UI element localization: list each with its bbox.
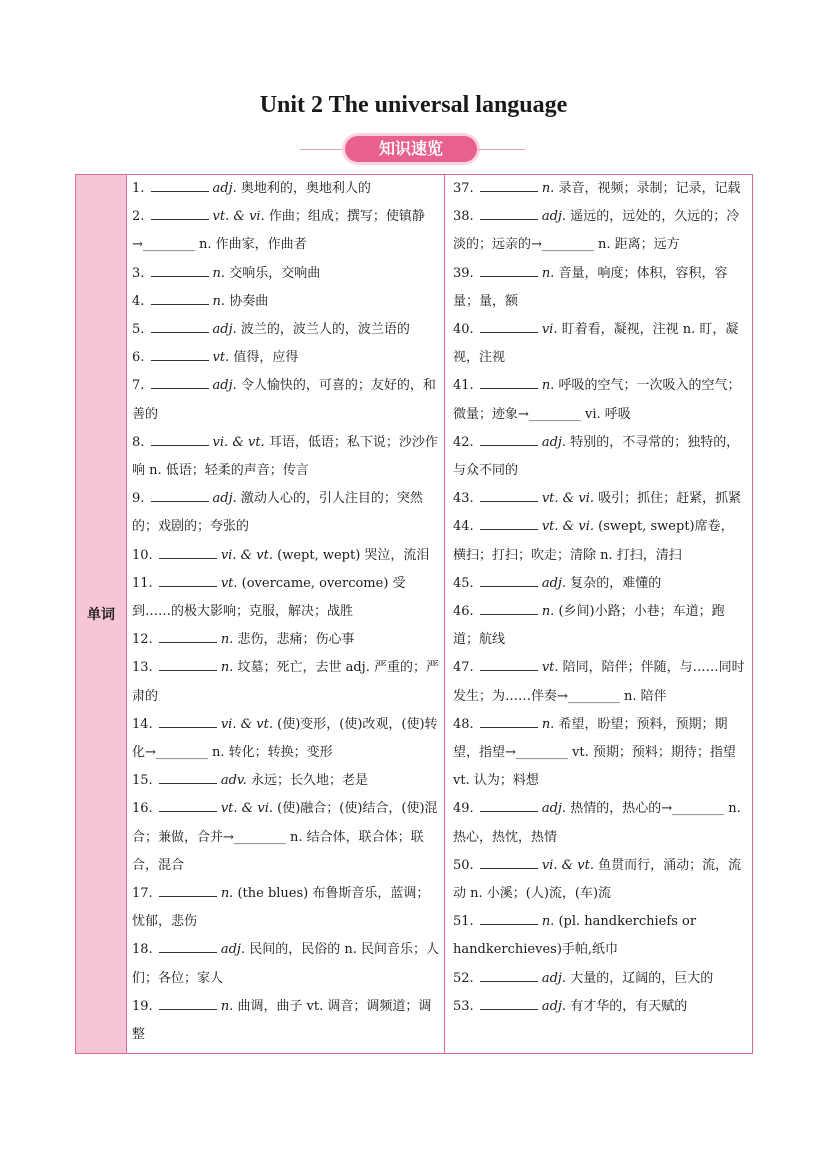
part-of-speech: adj. bbox=[212, 378, 241, 394]
right-entry bbox=[453, 993, 746, 1021]
part-of-speech: vi. bbox=[541, 322, 562, 338]
definition: 激动人心的，引人注目的；突然的；戏剧的；夸张的 bbox=[132, 491, 423, 535]
part-of-speech: vi. & vt. bbox=[220, 716, 278, 732]
definition: 坟墓；死亡，去世 adj. 严重的；严肃的 bbox=[132, 660, 439, 704]
entry-number: 3. bbox=[132, 265, 149, 281]
definition: (the blues) 布鲁斯音乐，蓝调；忧郁，悲伤 bbox=[132, 886, 430, 930]
answer-blank[interactable] bbox=[151, 376, 209, 389]
definition: 民间的，民俗的 n. 民间音乐；人们；各位；家人 bbox=[132, 942, 439, 986]
part-of-speech: adj. bbox=[541, 801, 571, 817]
entry-number: 43. bbox=[453, 491, 478, 507]
left-entry bbox=[132, 654, 440, 710]
answer-blank[interactable] bbox=[480, 997, 538, 1010]
entry-number: 5. bbox=[132, 322, 149, 338]
right-entry bbox=[453, 711, 746, 796]
answer-blank[interactable] bbox=[480, 489, 538, 502]
entry-number: 53. bbox=[453, 998, 478, 1014]
answer-blank[interactable] bbox=[159, 771, 217, 784]
left-entry bbox=[132, 542, 440, 570]
entry-number: 10. bbox=[132, 547, 157, 563]
definition: 令人愉快的，可喜的；友好的，和善的 bbox=[132, 378, 436, 422]
page-title: Unit 2 The universal language bbox=[259, 92, 568, 118]
right-entry bbox=[453, 598, 746, 654]
part-of-speech: adj. bbox=[212, 491, 241, 507]
entry-number: 37. bbox=[453, 181, 478, 196]
part-of-speech: vt. & vi. bbox=[212, 209, 269, 225]
entry-number: 8. bbox=[132, 434, 149, 450]
entry-number: 12. bbox=[132, 632, 157, 648]
part-of-speech: adj. bbox=[541, 434, 571, 450]
answer-blank[interactable] bbox=[151, 489, 209, 502]
definition: 鱼贯而行，涌动；流，流动 n. 小溪；(人)流，(车)流 bbox=[453, 857, 742, 902]
answer-blank[interactable] bbox=[480, 799, 538, 812]
entry-number: 16. bbox=[132, 801, 157, 817]
part-of-speech: vt. & vi. bbox=[220, 801, 278, 817]
definition: 吸引；抓住；赶紧，抓紧 bbox=[598, 491, 742, 507]
part-of-speech: n. bbox=[541, 716, 559, 732]
entry-number: 15. bbox=[132, 773, 157, 789]
part-of-speech: vt. & vi. bbox=[541, 519, 599, 535]
right-entry bbox=[453, 203, 746, 259]
definition: 交响乐，交响曲 bbox=[229, 265, 321, 281]
right-entry bbox=[453, 429, 746, 485]
entry-number: 51. bbox=[453, 914, 478, 930]
part-of-speech: adj. bbox=[541, 209, 571, 225]
part-of-speech: adj. bbox=[541, 575, 571, 591]
entry-number: 44. bbox=[453, 519, 478, 535]
answer-blank[interactable] bbox=[159, 574, 217, 587]
answer-blank[interactable] bbox=[480, 856, 538, 869]
entry-number: 45. bbox=[453, 575, 478, 591]
left-entry bbox=[132, 175, 440, 203]
left-entry bbox=[132, 429, 440, 485]
left-entry bbox=[132, 767, 440, 795]
part-of-speech: n. bbox=[220, 886, 238, 902]
entry-number: 14. bbox=[132, 716, 157, 732]
definition: 悲伤，悲痛；伤心事 bbox=[237, 632, 355, 648]
answer-blank[interactable] bbox=[480, 376, 538, 389]
part-of-speech: vi. & vt. bbox=[212, 434, 269, 450]
left-entry bbox=[132, 260, 440, 288]
right-entry bbox=[453, 654, 746, 710]
right-entry bbox=[453, 316, 746, 372]
part-of-speech: adj. bbox=[212, 322, 241, 338]
entry-number: 41. bbox=[453, 378, 478, 394]
entry-number: 7. bbox=[132, 378, 149, 394]
answer-blank[interactable] bbox=[159, 658, 217, 671]
definition: (乡间)小路；小巷；车道；跑道；航线 bbox=[453, 604, 725, 648]
right-entry bbox=[453, 260, 746, 316]
left-entry bbox=[132, 570, 440, 626]
section-badge: 知识速览 bbox=[345, 136, 477, 162]
answer-blank[interactable] bbox=[151, 433, 209, 446]
definition: (swept, swept)席卷，横扫；打扫；吹走；清除 n. 打扫，清扫 bbox=[453, 519, 734, 563]
part-of-speech: vt. bbox=[541, 660, 563, 676]
part-of-speech: n. bbox=[220, 660, 238, 676]
part-of-speech: vi. & vt. bbox=[541, 857, 599, 873]
definition: 波兰的，波兰人的，波兰语的 bbox=[240, 322, 410, 338]
part-of-speech: n. bbox=[541, 378, 559, 394]
definition: 有才华的，有天赋的 bbox=[570, 998, 688, 1014]
definition: 遥远的，远处的，久远的；冷淡的；远亲的→________ n. 距离；远方 bbox=[453, 209, 740, 253]
right-entry bbox=[453, 965, 746, 993]
part-of-speech: vt. bbox=[212, 350, 234, 366]
answer-blank[interactable] bbox=[151, 320, 209, 333]
definition: 曲调，曲子 vt. 调音；调频道；调整 bbox=[132, 998, 432, 1043]
part-of-speech: adj. bbox=[220, 942, 250, 958]
definition: (overcame, overcome) 受到……的极大影响；克服，解决；战胜 bbox=[132, 575, 406, 620]
answer-blank[interactable] bbox=[159, 997, 217, 1010]
definition: 热情的，热心的→________ n. 热心，热忱，热情 bbox=[453, 801, 741, 845]
answer-blank[interactable] bbox=[480, 602, 538, 615]
section-banner bbox=[0, 136, 827, 164]
left-entry bbox=[132, 288, 440, 316]
answer-blank[interactable] bbox=[159, 630, 217, 643]
part-of-speech: vt. bbox=[220, 575, 242, 591]
entry-number: 48. bbox=[453, 716, 478, 732]
left-entry bbox=[132, 316, 440, 344]
answer-blank[interactable] bbox=[480, 179, 538, 192]
left-column bbox=[128, 175, 445, 1053]
category-cell: 单词 bbox=[76, 175, 127, 1053]
definition: 陪同，陪伴；伴随，与……同时发生；为……伴奏→________ n. 陪伴 bbox=[453, 660, 745, 704]
right-entry bbox=[453, 570, 746, 598]
left-entry bbox=[132, 993, 440, 1049]
answer-blank[interactable] bbox=[151, 264, 209, 277]
vocab-table bbox=[75, 174, 753, 1054]
part-of-speech: n. bbox=[541, 265, 559, 281]
right-entry bbox=[453, 908, 746, 964]
entry-number: 19. bbox=[132, 998, 157, 1014]
right-entry bbox=[453, 372, 746, 428]
definition: 特别的，不寻常的；独特的，与众不同的 bbox=[453, 434, 740, 479]
answer-blank[interactable] bbox=[159, 715, 217, 728]
definition: 复杂的，难懂的 bbox=[570, 575, 662, 591]
left-entry bbox=[132, 485, 440, 541]
answer-blank[interactable] bbox=[159, 884, 217, 897]
definition: 值得，应得 bbox=[233, 350, 299, 366]
entry-number: 17. bbox=[132, 886, 157, 902]
part-of-speech: n. bbox=[212, 293, 230, 309]
entry-number: 18. bbox=[132, 942, 157, 958]
definition: 音量，响度；体积，容积，容量；量，额 bbox=[453, 265, 728, 309]
answer-blank[interactable] bbox=[480, 715, 538, 728]
left-entry bbox=[132, 795, 440, 880]
entry-number: 9. bbox=[132, 491, 149, 507]
answer-blank[interactable] bbox=[159, 799, 217, 812]
definition: 盯着看，凝视，注视 n. 盯，凝视，注视 bbox=[453, 322, 739, 366]
definition: 希望，盼望；预料，预期；期望，指望→________ vt. 预期；预料；期待；指望 vt. 认为；料想 bbox=[453, 716, 736, 789]
entry-number: 46. bbox=[453, 604, 478, 620]
answer-blank[interactable] bbox=[151, 348, 209, 361]
answer-blank[interactable] bbox=[480, 969, 538, 982]
answer-blank[interactable] bbox=[480, 264, 538, 277]
entry-number: 39. bbox=[453, 265, 478, 281]
definition: 作曲；组成；撰写；使镇静→________ n. 作曲家，作曲者 bbox=[132, 209, 425, 253]
part-of-speech: n. bbox=[220, 632, 238, 648]
definition: (pl. handkerchiefs or handkerchieves)手帕,纸巾 bbox=[453, 914, 697, 958]
part-of-speech: vi. & vt. bbox=[220, 547, 278, 563]
part-of-speech: adv. bbox=[220, 773, 251, 789]
entry-number: 42. bbox=[453, 434, 478, 450]
entry-number: 13. bbox=[132, 660, 157, 676]
answer-blank[interactable] bbox=[480, 912, 538, 925]
answer-blank[interactable] bbox=[480, 658, 538, 671]
definition: (使)变形，(使)改观，(使)转化→________ n. 转化；转换；变形 bbox=[132, 716, 438, 761]
right-entry bbox=[453, 852, 746, 908]
answer-blank[interactable] bbox=[151, 207, 209, 220]
entry-number: 1. bbox=[132, 181, 149, 196]
answer-blank[interactable] bbox=[480, 207, 538, 220]
answer-blank[interactable] bbox=[159, 546, 217, 559]
answer-blank[interactable] bbox=[151, 292, 209, 305]
right-entry bbox=[453, 485, 746, 513]
definition: (wept, wept) 哭泣，流泪 bbox=[277, 547, 430, 563]
definition: 奥地利的，奥地利人的 bbox=[240, 181, 371, 196]
answer-blank[interactable] bbox=[480, 517, 538, 530]
part-of-speech: adj. bbox=[212, 181, 241, 196]
entry-number: 50. bbox=[453, 857, 478, 873]
entry-number: 49. bbox=[453, 801, 478, 817]
left-entry bbox=[132, 880, 440, 936]
entry-number: 2. bbox=[132, 209, 149, 225]
entry-number: 11. bbox=[132, 575, 157, 591]
part-of-speech: n. bbox=[541, 914, 559, 930]
entry-number: 6. bbox=[132, 350, 149, 366]
definition: 录音，视频；录制；记录，记载 bbox=[558, 181, 741, 196]
left-entry bbox=[132, 711, 440, 767]
definition: 耳语，低语；私下说；沙沙作响 n. 低语；轻柔的声音；传言 bbox=[132, 434, 438, 479]
banner-line-left bbox=[300, 149, 345, 150]
part-of-speech: adj. bbox=[541, 970, 571, 986]
left-entry bbox=[132, 344, 440, 372]
left-entry bbox=[132, 626, 440, 654]
definition: (使)融合；(使)结合，(使)混合；兼做，合并→________ n. 结合体，联合体；联合，混合 bbox=[132, 801, 438, 873]
definition: 呼吸的空气；一次吸入的空气；微量；迹象→________ vi. 呼吸 bbox=[453, 378, 741, 422]
entry-number: 52. bbox=[453, 970, 478, 986]
answer-blank[interactable] bbox=[480, 433, 538, 446]
right-column bbox=[447, 175, 752, 1053]
part-of-speech: n. bbox=[220, 998, 238, 1014]
left-entry bbox=[132, 372, 440, 428]
left-entry bbox=[132, 936, 440, 992]
answer-blank[interactable] bbox=[151, 179, 209, 192]
definition: 永远；长久地；老是 bbox=[250, 773, 368, 789]
banner-line-right bbox=[477, 149, 525, 150]
part-of-speech: n. bbox=[541, 181, 559, 196]
answer-blank[interactable] bbox=[159, 940, 217, 953]
right-entry bbox=[453, 175, 746, 203]
entry-number: 47. bbox=[453, 660, 478, 676]
answer-blank[interactable] bbox=[480, 574, 538, 587]
right-entry bbox=[453, 795, 746, 851]
entry-number: 4. bbox=[132, 293, 149, 309]
answer-blank[interactable] bbox=[480, 320, 538, 333]
part-of-speech: n. bbox=[212, 265, 230, 281]
entry-number: 38. bbox=[453, 209, 478, 225]
left-entry bbox=[132, 203, 440, 259]
definition: 协奏曲 bbox=[229, 293, 269, 309]
part-of-speech: n. bbox=[541, 604, 559, 620]
entry-number: 40. bbox=[453, 322, 478, 338]
part-of-speech: vt. & vi. bbox=[541, 491, 599, 507]
part-of-speech: adj. bbox=[541, 998, 571, 1014]
right-entry bbox=[453, 513, 746, 569]
definition: 大量的，辽阔的，巨大的 bbox=[570, 970, 714, 986]
